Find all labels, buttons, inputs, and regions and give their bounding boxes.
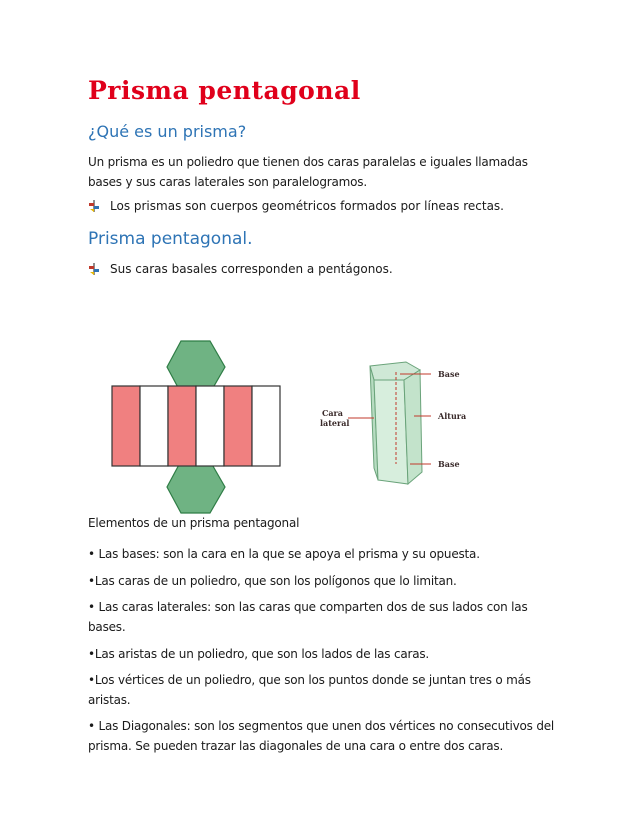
top-base-hexagon [167,341,225,393]
bullet-text: Sus caras basales corresponden a pentágonos. [110,262,393,276]
prism-3d-figure [316,352,476,490]
label-base-bottom: Base [438,459,460,469]
lateral-face-red [224,386,252,466]
bullet-arrow-icon [88,200,100,212]
lateral-face-white [140,386,168,466]
lateral-face-red [168,386,196,466]
lateral-face-white [252,386,280,466]
elements-heading: Elementos de un prisma pentagonal [88,516,300,530]
bullet-arrow-icon [88,263,100,275]
question-heading: ¿Qué es un prisma? [88,122,247,141]
lateral-face-white [196,386,224,466]
section-heading: Prisma pentagonal. [88,229,253,249]
bullet-text: Los prismas son cuerpos geométricos formados por líneas rectas. [110,199,504,213]
bullet-item [88,262,393,276]
bottom-base-hexagon [167,461,225,513]
list-item: •Las aristas de un poliedro, que son los lados de las caras. [88,647,430,661]
label-altura: Altura [438,411,467,421]
prism-net-figure [108,338,284,516]
lateral-face-red [112,386,140,466]
label-lateral: lateral [320,418,350,428]
list-item: • Las Diagonales: son los segmentos que unen dos vértices no consecutivos del prisma. Se pueden trazar las diagonales de una cara o entre dos caras. [88,719,555,753]
list-item: • Las caras laterales: son las caras que comparten dos de sus lados con las bases. [88,600,528,634]
page-title: Prisma pentagonal [88,76,361,105]
definition-paragraph: Un prisma es un poliedro que tienen dos caras paralelas e iguales llamadas bases y sus caras laterales son paralelogramos. [88,155,528,189]
label-cara: Cara [322,408,343,418]
prism-front-face [374,380,408,484]
list-item: • Las bases: son la cara en la que se apoya el prisma y su opuesta. [88,547,480,561]
label-base-top: Base [438,369,460,379]
list-item: •Los vértices de un poliedro, que son los puntos donde se juntan tres o más aristas. [88,673,531,707]
bullet-item [88,199,504,213]
list-item: •Las caras de un poliedro, que son los polígonos que lo limitan. [88,574,457,588]
